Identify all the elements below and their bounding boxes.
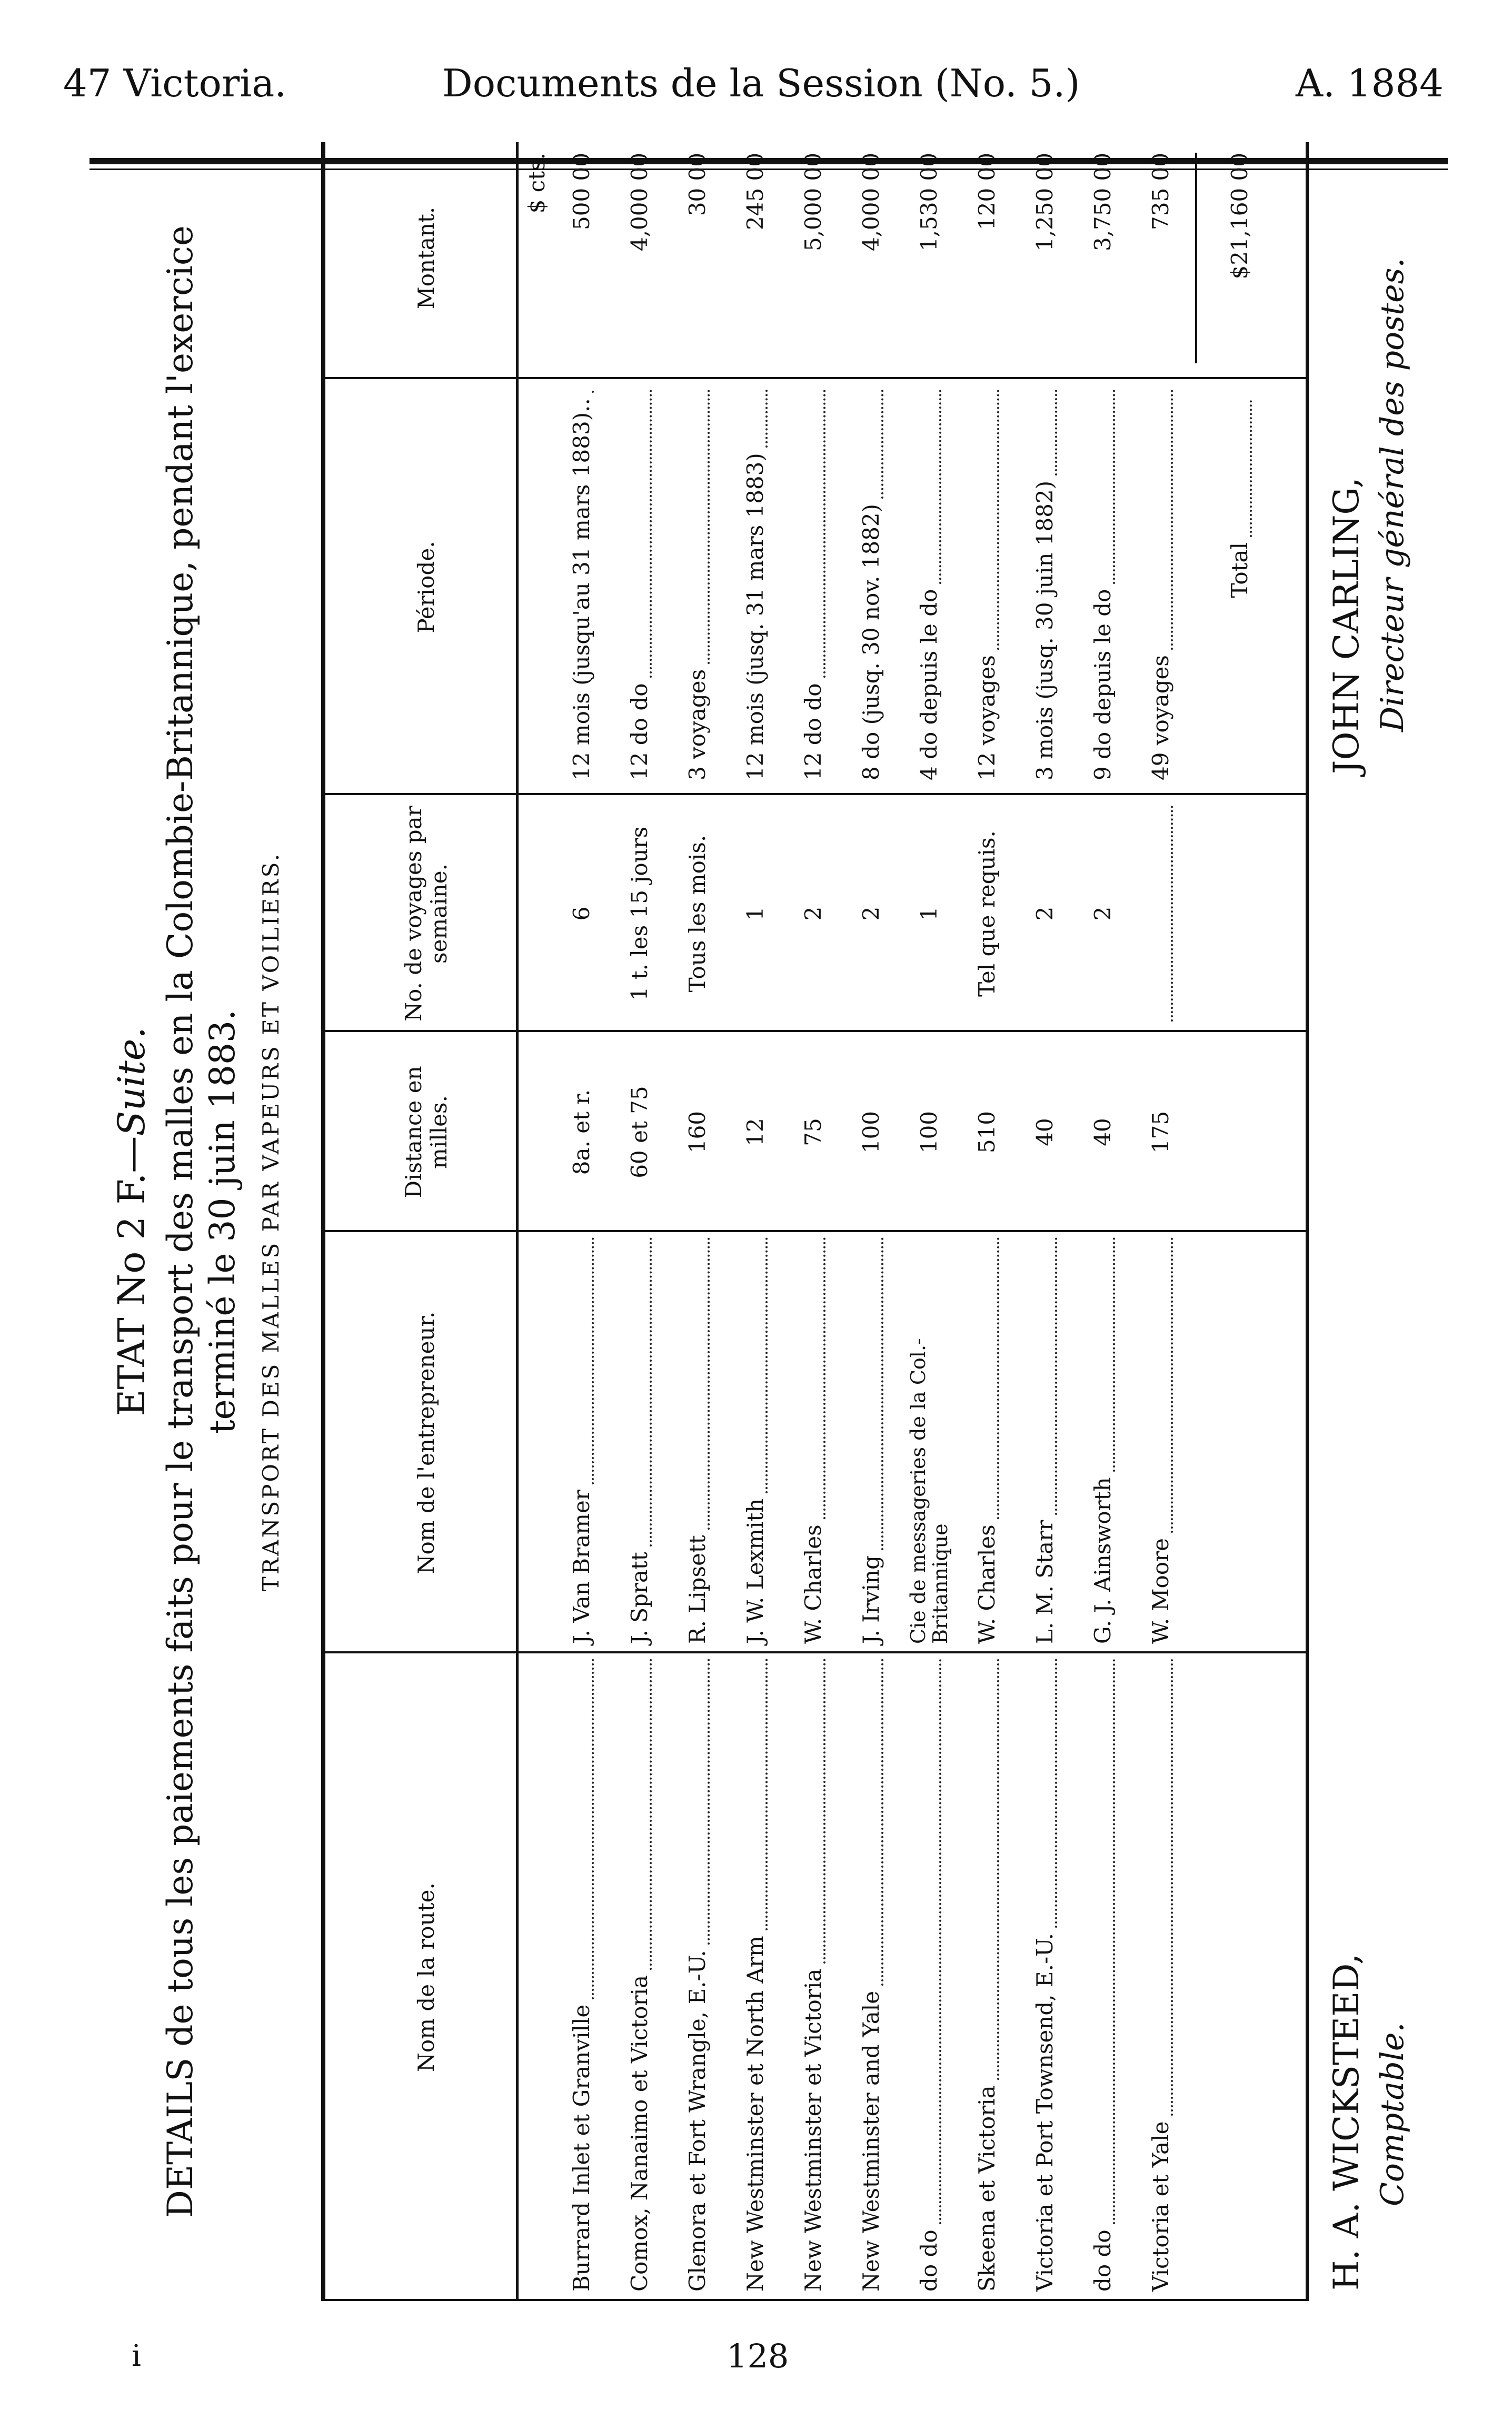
montant-cell-text: 5,000 00: [800, 153, 826, 252]
montant-cell: [553, 142, 611, 374]
leader-dots: [708, 1237, 710, 1530]
route-cell-text: do do: [1090, 2229, 1116, 2292]
montant-cell: [611, 142, 669, 374]
leader-dots: [1113, 1237, 1115, 1472]
distance-cell-text: 60 et 75: [626, 1086, 652, 1178]
voyages-cell: [784, 800, 842, 1027]
montant-cell-text: 3,750 00: [1090, 153, 1116, 252]
leader-dots: [650, 390, 652, 678]
leader-dots: [881, 1659, 883, 1986]
table-header-rule: [516, 142, 519, 2301]
entrepreneur-cell-text: Cie de messageries de la Col.-Britannique: [907, 1338, 952, 1644]
route-cell-text: New Westminster and Yale: [858, 1990, 884, 2292]
entrepreneur-cell: [842, 1232, 900, 1653]
periode-cell: [842, 384, 900, 790]
payments-table: [321, 142, 1311, 2301]
distance-cell: [611, 1037, 669, 1227]
voyages-cell-text: 2: [858, 906, 884, 921]
voyages-cell: [842, 800, 900, 1027]
distance-cell-text: 510: [974, 1111, 1000, 1154]
voyages-cell-text: 1: [742, 906, 768, 921]
table-row: [784, 142, 842, 2301]
table-top-rule: [321, 142, 325, 2301]
entrepreneur-cell: [553, 1232, 611, 1653]
montant-cell: [669, 142, 727, 374]
leader-dots: [823, 1659, 825, 1964]
etat-suite: Suite.: [110, 1027, 153, 1136]
montant-cell: [900, 142, 958, 374]
entrepreneur-cell: [1016, 1232, 1074, 1653]
route-cell-text: Victoria et Port Townsend, E.-U.: [1032, 1932, 1058, 2292]
montant-cell-text: 735 00: [1148, 153, 1173, 230]
voyages-cell-text: Tous les mois.: [684, 835, 710, 993]
rotated-document-body: [100, 142, 1432, 2301]
distance-cell: [727, 1037, 784, 1227]
montant-cell: [784, 142, 842, 374]
entrepreneur-cell-text: J. W. Lexmith: [742, 1498, 768, 1644]
distance-cell: [958, 1037, 1016, 1227]
margin-mark: i: [132, 2339, 141, 2373]
montant-cell: [958, 142, 1016, 374]
header-periode: Période.: [413, 541, 439, 633]
montant-cell: [727, 142, 784, 374]
header-montant: Montant.: [413, 206, 439, 310]
entrepreneur-cell-text: J. Van Bramer: [569, 1490, 594, 1644]
route-cell: [553, 1653, 611, 2301]
route-cell: [1074, 1653, 1132, 2301]
table-row: [669, 142, 727, 2301]
leader-dots: [708, 390, 710, 664]
voyages-cell-text: Tel que requis.: [974, 830, 1000, 997]
montant-cell: [1074, 142, 1132, 374]
periode-cell-text: 12 do do: [800, 683, 826, 780]
distance-cell-text: 100: [916, 1111, 942, 1154]
leader-dots: [881, 1237, 883, 1550]
periode-cell: [1132, 384, 1190, 790]
leader-dots: [1113, 1659, 1115, 2224]
route-cell-text: Glenora et Fort Wrangle, E.-U.: [684, 1950, 710, 2292]
leader-dots: [592, 1237, 594, 1484]
route-cell-text: Burrard Inlet et Granville: [569, 2004, 594, 2292]
header-year: A. 1884: [1295, 61, 1444, 105]
table-row: [1016, 142, 1074, 2301]
route-cell: [669, 1653, 727, 2301]
entrepreneur-cell-text: R. Lipsett: [684, 1535, 710, 1644]
route-cell: [1132, 1653, 1190, 2301]
leader-dots: [823, 390, 825, 678]
voyages-cell-text: 1 t. les 15 jours: [626, 826, 652, 1001]
distance-cell: [1016, 1037, 1074, 1227]
distance-cell-text: 8a. et r.: [569, 1089, 594, 1175]
route-cell: [727, 1653, 784, 2301]
periode-cell-text: 49 voyages: [1148, 655, 1173, 780]
table-row: [553, 142, 611, 2301]
periode-cell: [669, 384, 727, 790]
periode-cell-text: 9 do depuis le do: [1090, 589, 1116, 780]
distance-cell: [1074, 1037, 1132, 1227]
route-cell-text: Comox, Nanaimo et Victoria: [626, 1975, 652, 2292]
entrepreneur-cell: [958, 1232, 1016, 1653]
postmaster-title: Directeur général des postes.: [1374, 257, 1411, 732]
etat-title: [111, 142, 153, 2301]
entrepreneur-cell-text: W. Charles: [800, 1524, 826, 1644]
leader-dots: [1113, 390, 1115, 584]
postmaster-name: JOHN CARLING,: [1326, 477, 1367, 774]
route-cell-text: New Westminster et Victoria: [800, 1968, 826, 2292]
signatures: [1316, 142, 1432, 2301]
entrepreneur-cell: [611, 1232, 669, 1653]
leader-dots: [1250, 400, 1252, 537]
leader-dots: [997, 1237, 999, 1519]
route-cell-text: do do: [916, 2229, 942, 2292]
entrepreneur-cell-text: L. M. Starr: [1032, 1520, 1058, 1644]
periode-cell: [1074, 384, 1132, 790]
table-row: [842, 142, 900, 2301]
leader-dots: [997, 390, 999, 650]
leader-dots: [765, 1659, 768, 1930]
accountant-name: H. A. WICKSTEED,: [1326, 1954, 1367, 2291]
total-row: [1211, 142, 1269, 2301]
montant-cell-text: 1,250 00: [1032, 153, 1058, 252]
entrepreneur-cell: [900, 1232, 958, 1653]
distance-cell-text: 75: [800, 1118, 826, 1146]
leader-dots: [823, 1237, 825, 1519]
leader-dots: [650, 1659, 652, 1970]
leader-dots: [1055, 1659, 1057, 1928]
distance-cell: [669, 1037, 727, 1227]
leader-dots: [650, 1237, 652, 1546]
route-cell: [611, 1653, 669, 2301]
table-bottom-rule: [1306, 142, 1309, 2301]
entrepreneur-cell-text: G. J. Ainsworth: [1090, 1477, 1116, 1644]
montant-cell-text: 1,530 00: [916, 153, 942, 252]
leader-dots: [592, 1659, 594, 1999]
total-label-text: Total: [1227, 542, 1252, 598]
entrepreneur-cell-text: W. Moore: [1148, 1538, 1173, 1644]
leader-dots: [765, 390, 768, 448]
table-row: [1132, 142, 1190, 2301]
periode-cell-text: 3 voyages: [684, 669, 710, 780]
voyages-cell: [669, 800, 727, 1027]
periode-cell-text: 12 voyages: [974, 655, 1000, 780]
route-cell: [900, 1653, 958, 2301]
entrepreneur-cell-text: J. Spratt: [626, 1552, 652, 1644]
table-row: [611, 142, 669, 2301]
leader-dots: [1055, 1237, 1057, 1515]
leader-dots: [997, 1659, 999, 2080]
route-cell: [958, 1653, 1016, 2301]
periode-cell-text: 8 do (jusq. 30 nov. 1882): [858, 503, 884, 780]
header-entrepreneur: Nom de l'entrepreneur.: [413, 1311, 439, 1574]
periode-cell-text: 3 mois (jusq. 30 juin 1882): [1032, 480, 1058, 780]
leader-dots: [939, 1659, 941, 2224]
periode-cell-text: 12 do do: [626, 683, 652, 780]
distance-cell-text: 175: [1148, 1111, 1173, 1154]
distance-cell: [553, 1037, 611, 1227]
montant-cell-text: 4,000 00: [626, 153, 652, 252]
entrepreneur-cell-text: W. Charles: [974, 1524, 1000, 1644]
etat-label: ETAT No 2 F.—: [110, 1136, 153, 1416]
montant-cell-text: 245 00: [742, 153, 768, 230]
leader-dots: [765, 1237, 768, 1493]
voyages-cell: [958, 800, 1016, 1027]
leader-dots: [592, 390, 594, 393]
table-row: [900, 142, 958, 2301]
voyages-cell: [1132, 800, 1190, 1027]
route-cell-text: Skeena et Victoria: [974, 2085, 1000, 2292]
montant-cell: [1132, 142, 1190, 374]
periode-cell: [727, 384, 784, 790]
periode-cell: [611, 384, 669, 790]
periode-cell-text: 12 mois (jusqu'au 31 mars 1883)..: [569, 398, 594, 780]
distance-cell-text: 160: [684, 1111, 710, 1154]
voyages-cell: [553, 800, 611, 1027]
entrepreneur-cell: [1074, 1232, 1132, 1653]
montant-cell-text: 120 00: [974, 153, 1000, 230]
header-session-year: 47 Victoria.: [63, 61, 287, 105]
voyages-cell-text: 6: [569, 906, 594, 921]
table-row: [727, 142, 784, 2301]
detail-title-line1: DETAILS de tous les paiements faits pour le transport des malles en la Colombie-Britannique, pendant l'exercice: [160, 225, 201, 2218]
header-voyages: No. de voyages par semaine.: [401, 806, 452, 1022]
leader-dots: [939, 390, 941, 584]
header-distance: Distance en milles.: [401, 1066, 452, 1198]
leader-dots: [1171, 1659, 1173, 2116]
periode-cell: [1016, 384, 1074, 790]
route-cell: [784, 1653, 842, 2301]
leader-dots: [881, 390, 883, 499]
entrepreneur-cell: [669, 1232, 727, 1653]
table-row: [1074, 142, 1132, 2301]
voyages-cell: [900, 800, 958, 1027]
voyages-cell: [727, 800, 784, 1027]
header-route: Nom de la route.: [413, 1882, 439, 2072]
entrepreneur-cell: [727, 1232, 784, 1653]
entrepreneur-cell: [1132, 1232, 1190, 1653]
total-label: [1211, 384, 1269, 790]
voyages-cell-text: 2: [800, 906, 826, 921]
table-row: [958, 142, 1016, 2301]
total-rule: [1195, 153, 1197, 363]
total-value: $21,160 00: [1227, 153, 1252, 280]
distance-cell-text: 40: [1090, 1118, 1116, 1146]
route-cell: [842, 1653, 900, 2301]
montant-cell: [1016, 142, 1074, 374]
currency-header: $ cts.: [524, 153, 550, 214]
route-cell-text: Victoria et Yale: [1148, 2121, 1173, 2292]
page-header: [0, 0, 1512, 137]
voyages-cell-text: 2: [1032, 906, 1058, 921]
page-number: 128: [727, 2337, 789, 2375]
voyages-cell: [1074, 800, 1132, 1027]
distance-cell-text: 12: [742, 1118, 768, 1146]
entrepreneur-cell-text: J. Irving: [858, 1555, 884, 1644]
distance-cell-text: 40: [1032, 1118, 1058, 1146]
entrepreneur-cell: [784, 1232, 842, 1653]
periode-cell: [900, 384, 958, 790]
montant-cell-text: 4,000 00: [858, 153, 884, 252]
voyages-cell: [611, 800, 669, 1027]
voyages-cell-text: 2: [1090, 906, 1116, 921]
montant-cell-text: 500 00: [569, 153, 594, 230]
periode-cell: [784, 384, 842, 790]
leader-dots: [1171, 390, 1173, 650]
route-cell-text: New Westminster et North Arm: [742, 1936, 768, 2292]
accountant-title: Comptable.: [1374, 2022, 1411, 2206]
leader-dots: [708, 1659, 710, 1945]
montant-cell: [842, 142, 900, 374]
voyages-cell: [1016, 800, 1074, 1027]
periode-cell: [553, 384, 611, 790]
distance-cell-text: 100: [858, 1111, 884, 1154]
leader-dots: [1171, 806, 1173, 1022]
leader-dots: [1171, 1237, 1173, 1533]
distance-cell: [842, 1037, 900, 1227]
periode-cell-text: 12 mois (jusq. 31 mars 1883): [742, 453, 768, 780]
distance-cell: [900, 1037, 958, 1227]
periode-cell-text: 4 do depuis le do: [916, 589, 942, 780]
transport-subtitle: TRANSPORT DES MALLES PAR VAPEURS ET VOILIERS.: [258, 851, 284, 1592]
distance-cell: [784, 1037, 842, 1227]
header-title: Documents de la Session (No. 5.): [442, 61, 1080, 105]
leader-dots: [1055, 390, 1057, 475]
route-cell: [1016, 1653, 1074, 2301]
detail-title-line2: terminé le 30 juin 1883.: [202, 1009, 243, 1434]
distance-cell: [1132, 1037, 1190, 1227]
voyages-cell-text: 1: [916, 906, 942, 921]
titles-block: [100, 142, 326, 2301]
periode-cell: [958, 384, 1016, 790]
montant-cell-text: 30 00: [684, 153, 710, 216]
